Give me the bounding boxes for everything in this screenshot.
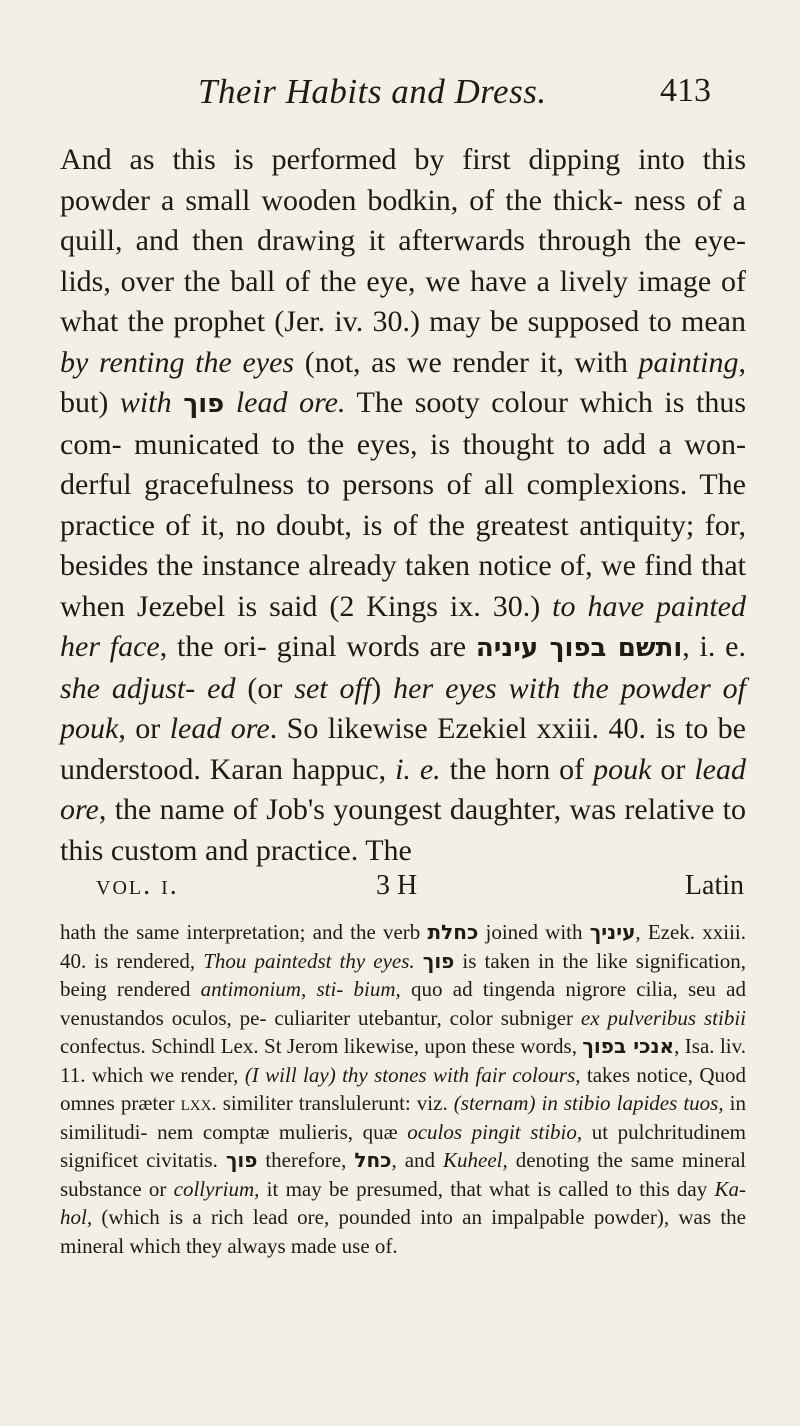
italic-run: lead ore.	[235, 386, 346, 419]
italic-run: Ka-hol,	[60, 1176, 746, 1229]
text-run: The sooty colour which is thus com- municated to the eyes, is thought to add a won- derful gracefulness to persons of all complexions. The practice of it, no doubt, is of the greatest antiquity; for, besides the instance already taken notice of, we find that when Jezebel is said (2 Kings ix. 30.)	[60, 386, 747, 623]
main-paragraph	[60, 140, 746, 871]
italic-run: by renting the eyes	[60, 345, 295, 379]
text-run: , and	[391, 1148, 444, 1172]
text-run: (not, as we render it, with	[294, 345, 639, 379]
text-run: , but)	[60, 345, 746, 419]
text-run: , the ori- ginal words are	[159, 630, 476, 663]
italic-run: lead ore	[60, 752, 746, 826]
text-run: the horn of	[440, 752, 594, 786]
page-number: 413	[660, 72, 711, 109]
text-run: in similitudi- nem comptæ mulieris, quæ	[60, 1091, 746, 1144]
italic-run: Thou paintedst thy eyes.	[203, 948, 415, 973]
italic-run: lead ore	[169, 712, 270, 745]
text-run: is taken in the like signification, being rendered	[60, 948, 747, 1001]
hebrew-word: פוך	[422, 948, 455, 973]
signature-mark: 3 H	[376, 870, 418, 901]
text-run: similiter translulerunt: viz.	[216, 1091, 454, 1115]
italic-run: ex pulveribus stibii	[580, 1005, 746, 1030]
volume-mark: vol. i.	[96, 870, 179, 901]
signature-line	[96, 868, 744, 908]
italic-run: (sternam) in stibio lapides tuos,	[453, 1091, 724, 1115]
text-run: hath the same interpretation; and the verb	[60, 920, 428, 944]
text-run: , the name of Job's youngest daughter, was relative to this custom and practice. The	[60, 793, 746, 867]
hebrew-phrase: אנכי בפוך	[582, 1034, 675, 1058]
text-run: joined with	[478, 920, 590, 944]
main-text	[60, 140, 746, 871]
footnote	[60, 918, 746, 1260]
italic-run: i. e.	[395, 752, 441, 786]
text-run: (which is a rich lead ore, pounded into an impalpable powder), was the mineral which they always made use of.	[60, 1205, 746, 1258]
italic-run: to have painted her face	[60, 589, 747, 663]
text-run: confectus. Schindl Lex. St Jerom likewise, upon these words,	[60, 1034, 583, 1058]
italic-run: she adjust- ed	[60, 671, 236, 705]
text-run: , Isa. liv. 11. which we render,	[60, 1034, 747, 1087]
italic-run: Kuheel,	[443, 1148, 508, 1172]
running-head-title: Their Habits and Dress.	[198, 72, 547, 111]
catchword: Latin	[684, 870, 744, 901]
text-run: lxx.	[180, 1091, 217, 1115]
text-run: ut pulchritudinem significet civitatis.	[60, 1119, 746, 1172]
text-run: )	[371, 671, 394, 705]
text-run: therefore,	[257, 1148, 355, 1172]
text-run: quo ad tingenda nigrore cilia, seu ad venustandos oculos, pe- culiariter utebantur, color subniger	[60, 977, 747, 1030]
italic-run: oculos pingit stibio,	[407, 1119, 583, 1144]
hebrew-word: כחלת	[427, 920, 479, 944]
text-run: denoting the same mineral substance or	[60, 1148, 747, 1201]
text-run: it may be presumed, that what is called to this day	[259, 1176, 715, 1201]
text-run: (or	[235, 671, 295, 705]
text-run: , i. e.	[682, 630, 746, 663]
italic-run: her eyes with the powder of pouk	[60, 671, 747, 745]
italic-run: with	[119, 386, 172, 419]
italic-run: set off	[294, 671, 372, 705]
text-run: . So likewise Ezekiel xxiii. 40. is to be understood. Karan happuc,	[60, 712, 746, 786]
text-run: takes notice, Quod omnes præter	[60, 1062, 746, 1115]
footnote-paragraph	[60, 918, 746, 1260]
italic-run: painting	[638, 345, 739, 379]
hebrew-word: פוך	[225, 1148, 258, 1172]
hebrew-phrase: ותשם בפוך עיניה	[475, 633, 683, 663]
italic-run: antimonium, sti- bium,	[200, 977, 401, 1001]
running-head	[0, 72, 800, 122]
text-run: , Ezek. xxiii. 40. is rendered,	[60, 920, 746, 973]
hebrew-word: כחל	[354, 1148, 392, 1172]
italic-run: (I will lay) thy stones with fair colours,	[244, 1062, 581, 1087]
hebrew-word: עיניך	[589, 920, 636, 944]
hebrew-word: פוך	[183, 389, 225, 419]
italic-run: collyrium,	[173, 1176, 260, 1201]
text-run: , or	[118, 712, 170, 745]
text-run: And as this is performed by first dipping into this powder a small wooden bodkin, of the thick- ness of a quill, and then drawing it afterwards through the eye-lids, over the ball of the eye, we have a lively image of what the prophet (Jer. iv. 30.) may be supposed to mean	[60, 143, 746, 338]
text-run: or	[651, 752, 695, 786]
italic-run: pouk	[593, 752, 652, 786]
